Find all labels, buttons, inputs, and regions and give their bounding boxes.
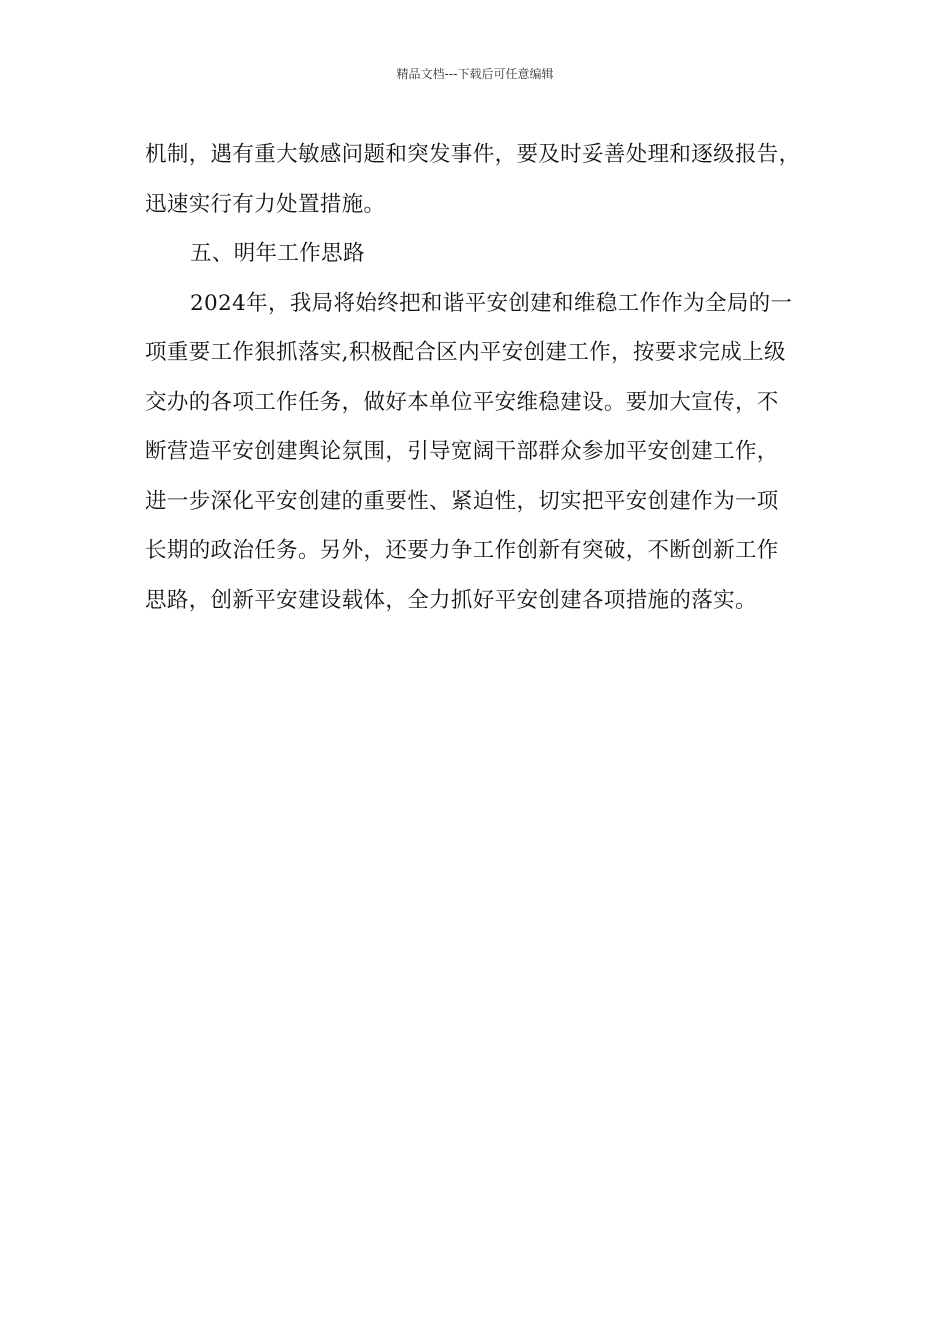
body-line-2: 迅速实行有力处置措施。 [145,191,386,217]
body-line-7: 断营造平安创建舆论氛围，引导宽阔干部群众参加平安创建工作， [145,439,779,464]
body-line-10: 思路，创新平安建设载体，全力抓好平安创建各项措施的落实。 [145,587,757,613]
document-body [145,130,810,625]
page-header: 精品文档---下载后可任意编辑 [396,67,554,81]
body-line-9: 长期的政治任务。另外，还要力争工作创新有突破，不断创新工作 [145,538,779,563]
body-line-6: 交办的各项工作任务，做好本单位平安维稳建设。要加大宣传，不 [145,389,779,415]
body-line-1: 机制，遇有重大敏感问题和突发事件，要及时妥善处理和逐级报告， [145,142,801,167]
section-heading: 五、明年工作思路 [190,241,365,266]
body-line-4: 2024年，我局将始终把和谐平安创建和维稳工作作为全局的一 [190,290,793,316]
body-line-5: 项重要工作狠抓落实,积极配合区内平安创建工作，按要求完成上级 [145,340,786,365]
body-line-8: 进一步深化平安创建的重要性、紧迫性，切实把平安创建作为一项 [145,488,779,514]
